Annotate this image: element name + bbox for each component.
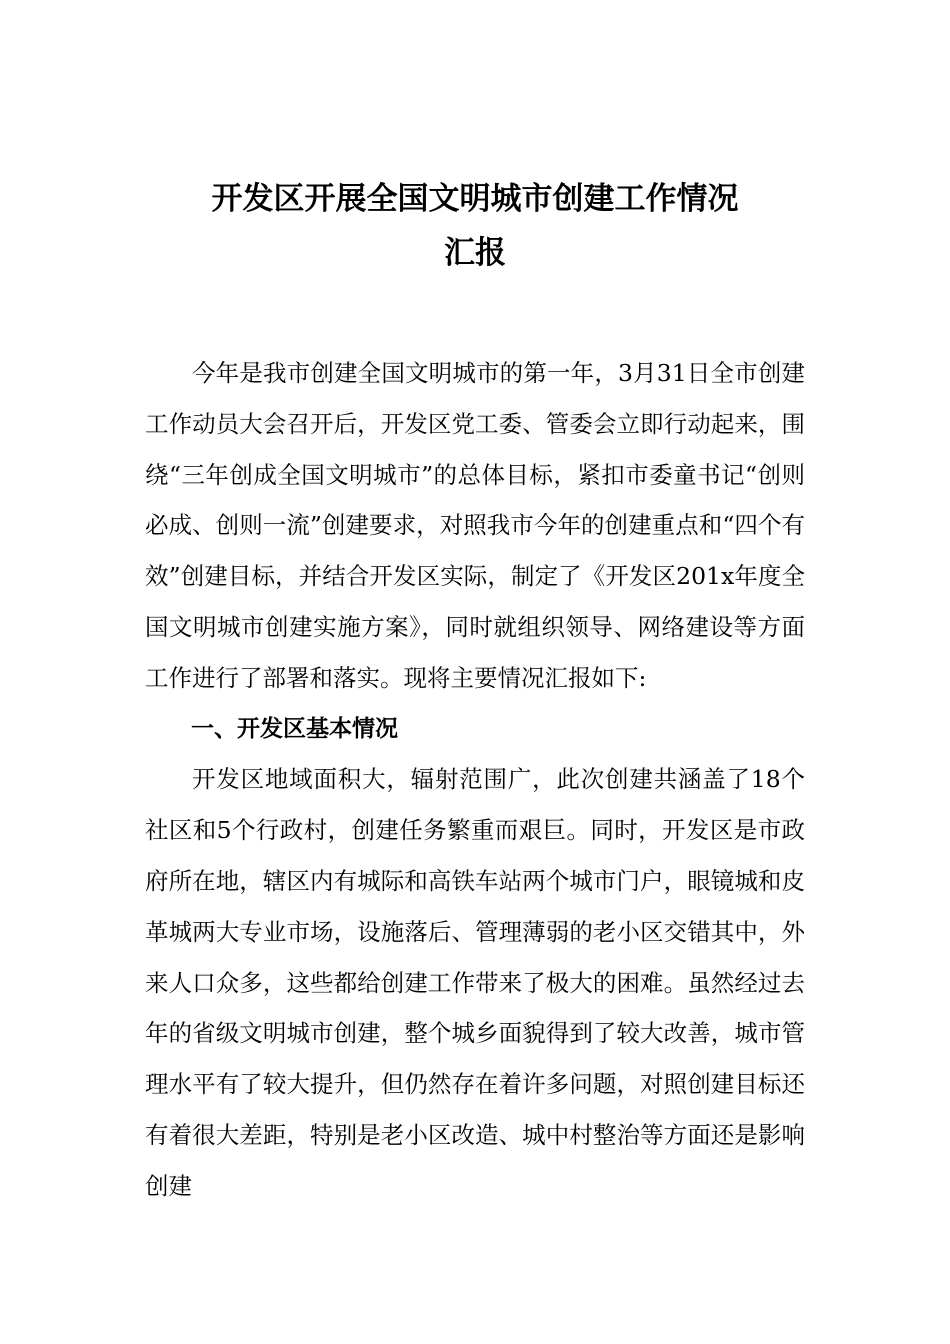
document-title — [145, 172, 805, 280]
title-line-1: 开发区开展全国文明城市创建工作情况 — [211, 181, 739, 217]
paragraph-intro: 今年是我市创建全国文明城市的第一年，3月31日全市创建工作动员大会召开后，开发区党工委、管委会立即行动起来，围绕“三年创成全国文明城市”的总体目标，紧扣市委童书记“创则必成、创则一流”创建要求，对照我市今年的创建重点和“四个有效”创建目标，并结合开发区实际，制定了《开发区201x年度全国文明城市创建实施方案》，同时就组织领导、网络建设等方面工作进行了部署和落实。现将主要情况汇报如下: — [145, 359, 805, 692]
section-heading-basic-situation: 一、开发区基本情况 — [191, 715, 398, 742]
document-page — [145, 172, 805, 1212]
title-line-2: 汇报 — [444, 235, 506, 271]
document-body — [145, 348, 805, 1212]
paragraph-basic-situation: 开发区地域面积大，辐射范围广，此次创建共涵盖了18个社区和5个行政村，创建任务繁重而艰巨。同时，开发区是市政府所在地，辖区内有城际和高铁车站两个城市门户，眼镜城和皮革城两大专业市场，设施落后、管理薄弱的老小区交错其中，外来人口众多，这些都给创建工作带来了极大的困难。虽然经过去年的省级文明城市创建，整个城乡面貌得到了较大改善，城市管理水平有了较大提升，但仍然存在着许多问题，对照创建目标还有着很大差距，特别是老小区改造、城中村整治等方面还是影响创建 — [145, 765, 805, 1200]
